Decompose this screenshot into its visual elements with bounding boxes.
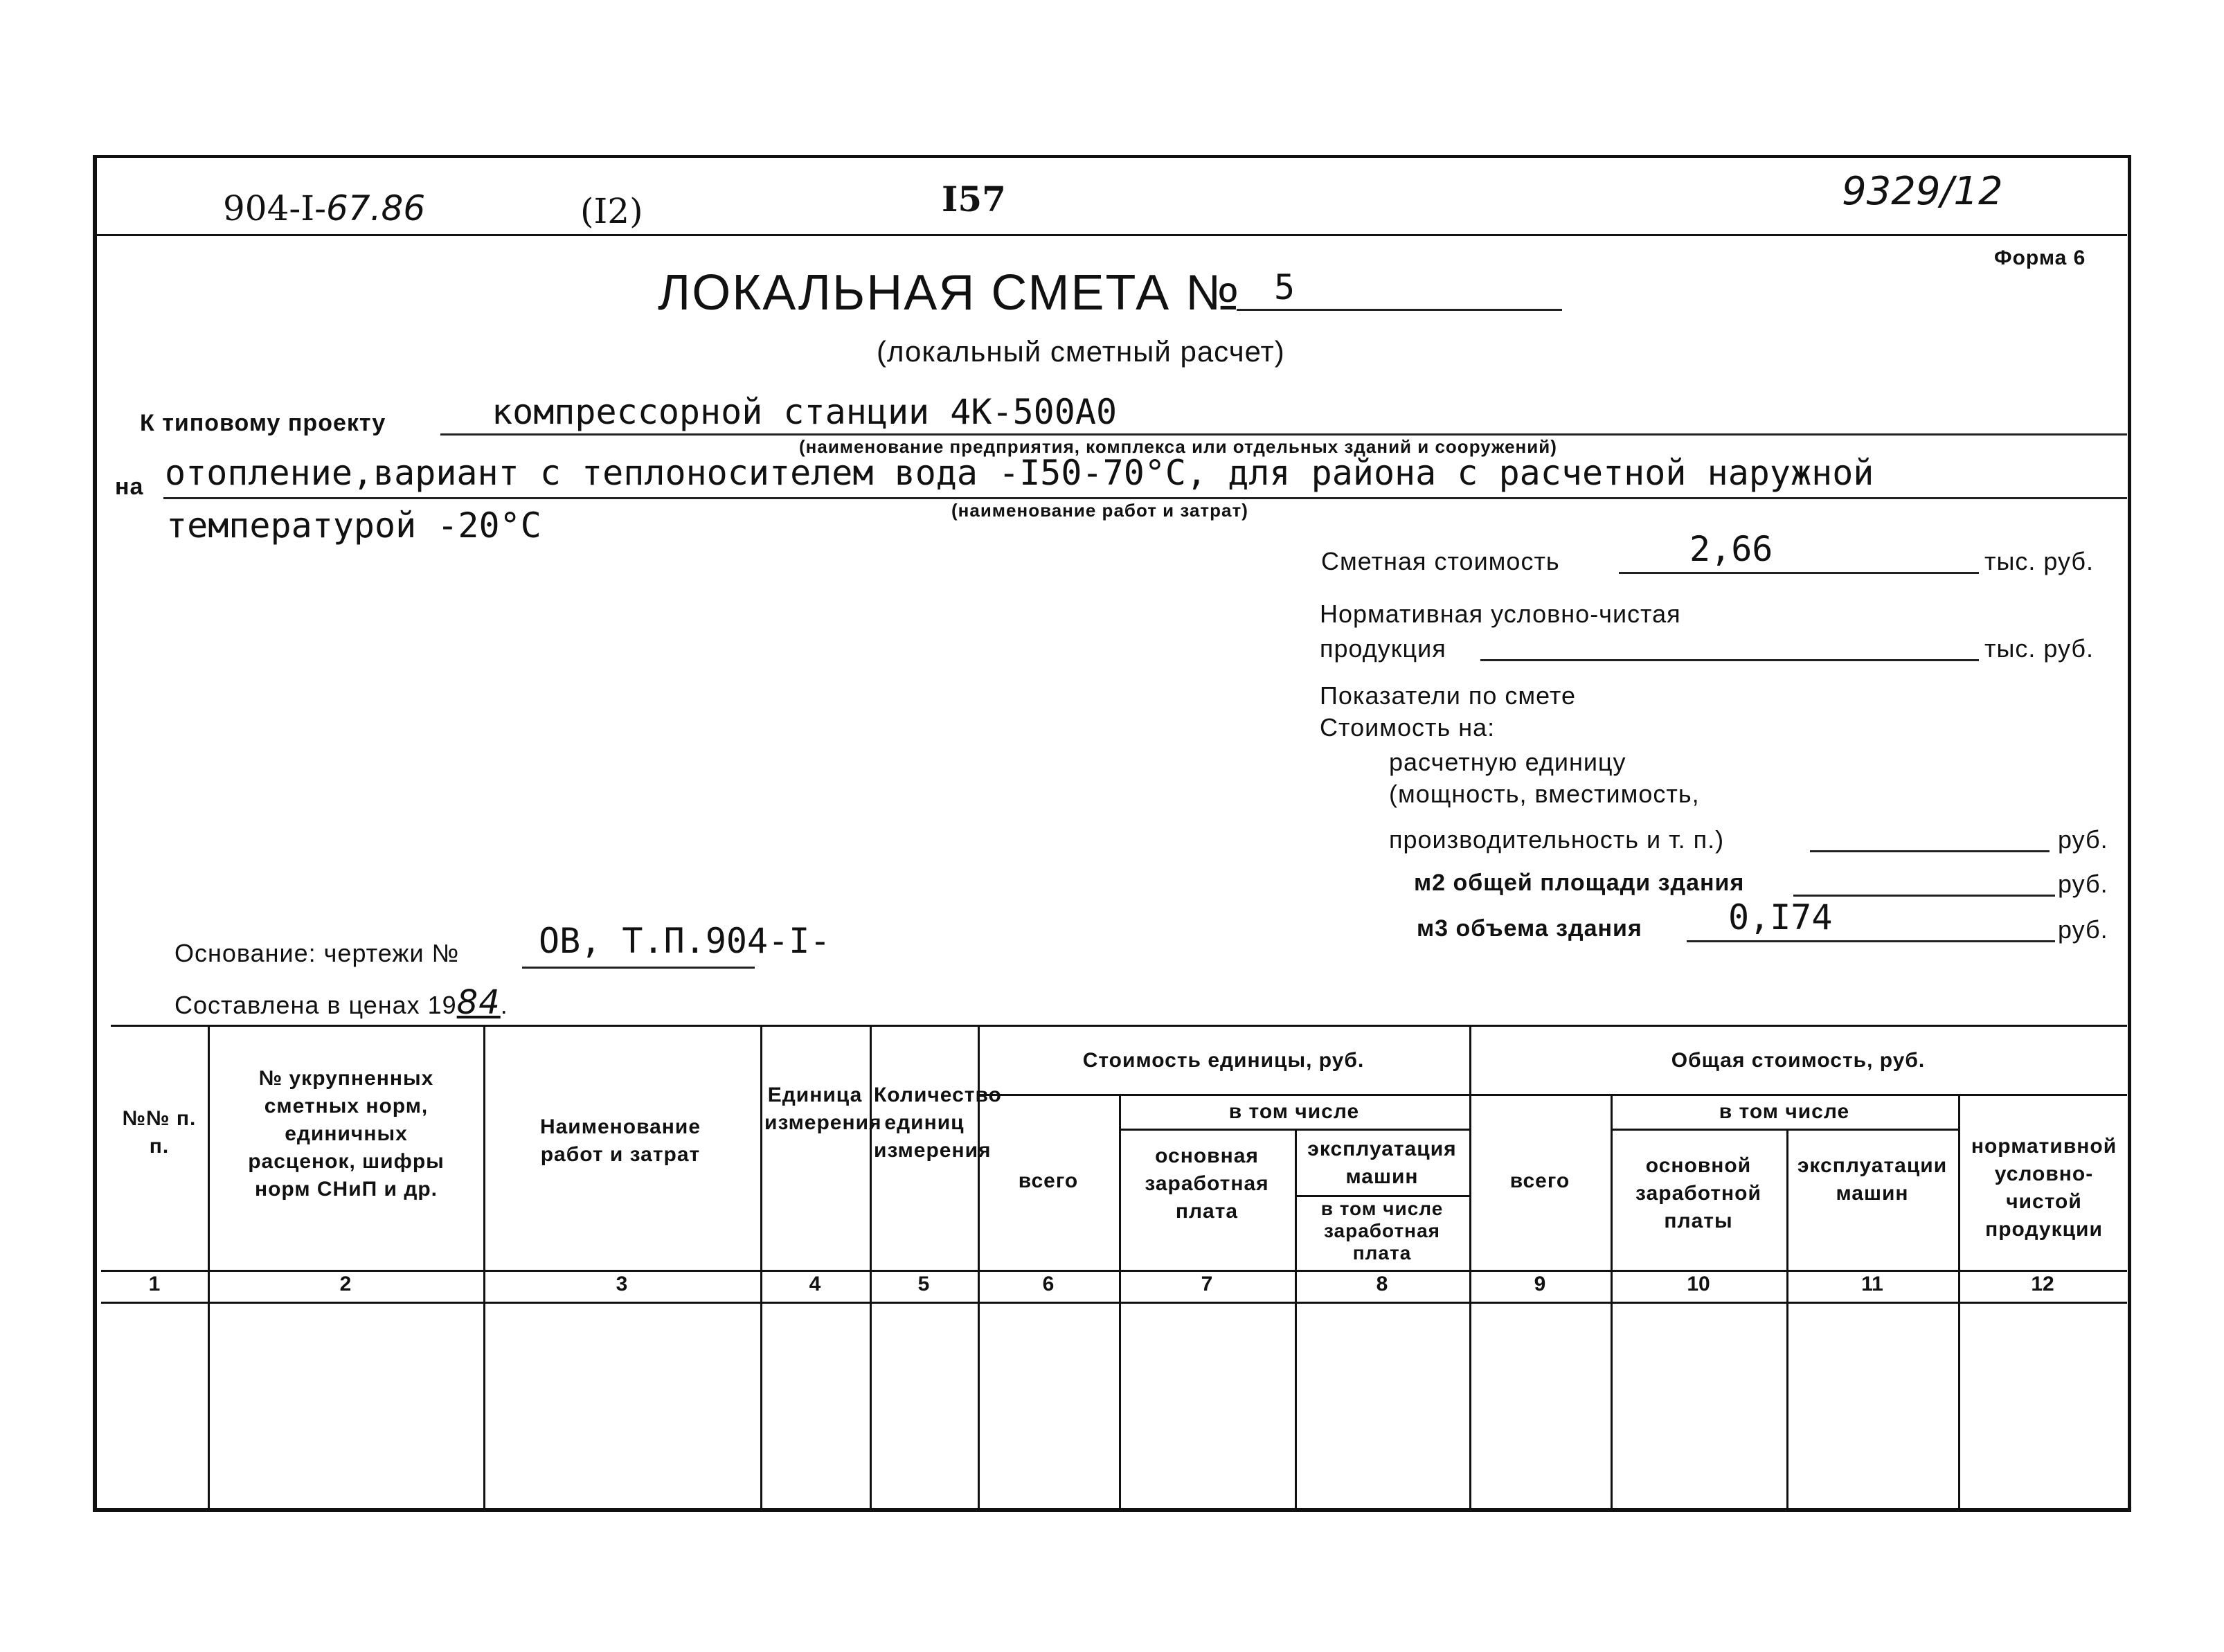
drawings-label: Основание: чертежи № bbox=[174, 939, 460, 967]
unit-cost-subheader-line bbox=[978, 1094, 1469, 1096]
col-divider-8 bbox=[1469, 1026, 1471, 1508]
unit-rub: руб. bbox=[2058, 825, 2108, 854]
col-number-7: 7 bbox=[1201, 1273, 1213, 1295]
unit-line-1: расчетную единицу bbox=[1389, 748, 1626, 776]
header-unit-machines: эксплуатация машин bbox=[1307, 1138, 1457, 1188]
project-value: компрессорной станции 4К-500А0 bbox=[492, 392, 1118, 432]
volume-rub: руб. bbox=[2058, 915, 2108, 944]
header-quantity: Количество единиц измерения bbox=[874, 1084, 1002, 1162]
header-unit-total: всего bbox=[1018, 1169, 1079, 1192]
col-number-8: 8 bbox=[1376, 1273, 1388, 1295]
col-number-4: 4 bbox=[809, 1273, 821, 1295]
header-total-machines: эксплуатации машин bbox=[1797, 1154, 1948, 1205]
archive-number: 9329/12 bbox=[1842, 169, 2003, 214]
table-top-border bbox=[111, 1025, 2127, 1027]
album-number: (I2) bbox=[580, 191, 643, 231]
unit-underline bbox=[1810, 850, 2050, 852]
indicators-label: Показатели по смете bbox=[1320, 681, 1577, 710]
page-number: I57 bbox=[942, 179, 1006, 219]
page-subtitle: (локальный сметный расчет) bbox=[877, 335, 1285, 368]
estimate-number-underline bbox=[1237, 309, 1562, 311]
prices-year: 84 bbox=[456, 983, 501, 1022]
col-divider-10 bbox=[1786, 1129, 1788, 1508]
col-number-2: 2 bbox=[339, 1273, 352, 1295]
col-divider-1 bbox=[208, 1026, 210, 1508]
unit-line-3: производительность и т. п.) bbox=[1389, 825, 1725, 854]
estimate-number: 5 bbox=[1274, 267, 1295, 307]
header-bottom-line bbox=[101, 1270, 2127, 1272]
header-unit-base-wage: основная заработная плата bbox=[1145, 1144, 1269, 1223]
project-label: К типовому проекту bbox=[140, 410, 386, 436]
prices-label: Составлена в ценах 1984. bbox=[174, 983, 508, 1022]
header-divider bbox=[97, 234, 2127, 236]
col-number-5: 5 bbox=[917, 1273, 930, 1295]
header-total-including: в том числе bbox=[1719, 1100, 1850, 1123]
col-number-11: 11 bbox=[1861, 1273, 1883, 1295]
col-number-9: 9 bbox=[1534, 1273, 1546, 1295]
col-divider-2 bbox=[483, 1026, 485, 1508]
volume-value: 0,I74 bbox=[1728, 897, 1833, 937]
col-divider-7 bbox=[1295, 1129, 1297, 1508]
header-total-base-wage: основной заработной платы bbox=[1635, 1154, 1761, 1232]
header-unit-machine-wage: в том числе заработная плата bbox=[1320, 1198, 1444, 1264]
estimated-cost-underline bbox=[1619, 572, 1979, 574]
header-total-cost-group: Общая стоимость, руб. bbox=[1671, 1049, 1926, 1072]
normative-label-1: Нормативная условно-чистая bbox=[1320, 600, 1681, 628]
normative-underline bbox=[1480, 659, 1979, 661]
project-caption: (наименование предприятия, комплекса или отдельных зданий и сооружений) bbox=[799, 436, 1557, 457]
col-number-10: 10 bbox=[1687, 1273, 1710, 1295]
project-code: 904-I-67.86 bbox=[223, 188, 426, 228]
unit-including-line bbox=[1119, 1129, 1469, 1131]
form-label: Форма 6 bbox=[1994, 246, 2086, 269]
estimated-cost-unit: тыс. руб. bbox=[1984, 547, 2095, 575]
header-norm-codes: № укрупненных сметных норм, единичных расценок, шифры норм СНиП и др. bbox=[248, 1067, 445, 1201]
works-caption: (наименование работ и затрат) bbox=[951, 500, 1248, 521]
col-number-12: 12 bbox=[2031, 1273, 2054, 1295]
unit-line-2: (мощность, вместимость, bbox=[1389, 780, 1700, 808]
estimated-cost-label: Сметная стоимость bbox=[1321, 547, 1560, 575]
header-row-number: №№ п. п. bbox=[122, 1107, 197, 1158]
normative-label-2: продукция bbox=[1320, 634, 1446, 663]
header-normative-product: нормативной условно-чистой продукции bbox=[1971, 1135, 2117, 1241]
header-unit-cost-group: Стоимость единицы, руб. bbox=[1082, 1049, 1365, 1072]
cost-per-label: Стоимость на: bbox=[1320, 713, 1496, 742]
col-divider-9 bbox=[1611, 1094, 1613, 1508]
works-underline bbox=[163, 497, 2127, 499]
col-divider-6 bbox=[1119, 1094, 1121, 1508]
page-title: ЛОКАЛЬНАЯ СМЕТА № bbox=[658, 265, 1241, 321]
project-code-handwritten: 67.86 bbox=[325, 188, 426, 228]
works-label: на bbox=[115, 474, 144, 500]
drawings-underline bbox=[522, 967, 755, 969]
col-number-1: 1 bbox=[148, 1273, 161, 1295]
col-divider-3 bbox=[760, 1026, 762, 1508]
project-underline bbox=[440, 433, 2127, 436]
works-line-1: отопление,вариант с теплоносителем вода -I50-70°С, для района с расчетной наружной bbox=[165, 453, 1874, 493]
normative-unit: тыс. руб. bbox=[1984, 634, 2095, 663]
header-work-name: Наименование работ и затрат bbox=[539, 1115, 701, 1166]
header-unit: Единица измерения bbox=[764, 1084, 882, 1134]
area-label: м2 общей площади здания bbox=[1414, 870, 1745, 896]
volume-underline bbox=[1687, 940, 2055, 942]
area-rub: руб. bbox=[2058, 870, 2108, 898]
col-divider-11 bbox=[1958, 1094, 1960, 1508]
total-including-line bbox=[1611, 1129, 1958, 1131]
total-cost-subheader-line bbox=[1469, 1094, 2127, 1096]
header-unit-including: в том числе bbox=[1228, 1100, 1360, 1123]
col-number-3: 3 bbox=[616, 1273, 628, 1295]
column-numbers-bottom-line bbox=[101, 1302, 2127, 1304]
col-divider-4 bbox=[870, 1026, 872, 1508]
estimated-cost-value: 2,66 bbox=[1689, 529, 1773, 569]
volume-label: м3 объема здания bbox=[1417, 915, 1642, 942]
header-total-total: всего bbox=[1509, 1169, 1570, 1192]
drawings-value: ОВ, Т.П.904-I- bbox=[539, 921, 831, 961]
col-number-6: 6 bbox=[1042, 1273, 1055, 1295]
works-line-2: температурой -20°С bbox=[166, 505, 541, 546]
area-underline bbox=[1793, 895, 2055, 897]
machine-wage-line bbox=[1295, 1195, 1469, 1197]
